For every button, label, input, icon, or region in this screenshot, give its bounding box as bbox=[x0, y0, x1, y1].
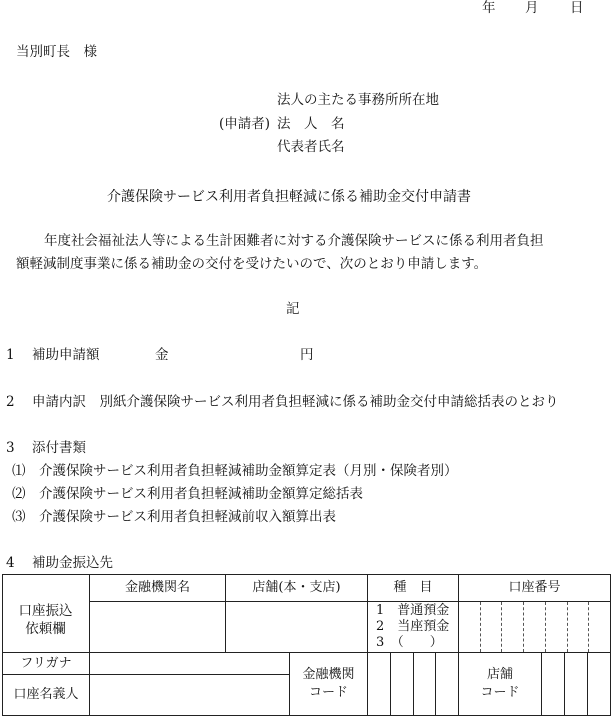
furigana-label: フリガナ bbox=[3, 653, 90, 675]
bank-code-label-line2: コード bbox=[308, 685, 348, 700]
applicant-prefix: (申請者) bbox=[219, 116, 271, 132]
account-holder-label: 口座名義人 bbox=[3, 675, 90, 716]
account-number-field[interactable] bbox=[459, 602, 611, 653]
ki-heading: 記 bbox=[286, 301, 300, 317]
bank-code-label-line1: 金融機関 bbox=[302, 667, 355, 683]
account-number-header: 口座番号 bbox=[459, 575, 611, 602]
account-holder-field[interactable] bbox=[90, 675, 290, 716]
document-title: 介護保険サービス利用者負担軽減に係る補助金交付申請書 bbox=[107, 189, 471, 205]
date-year-label: 年 bbox=[482, 0, 496, 16]
item2-number: 2 bbox=[6, 394, 15, 410]
body-line-1: 年度社会福祉法人等による生計困難者に対する介護保険サービスに係る利用者負担 bbox=[44, 233, 544, 249]
corp-name-label: 法 人 名 bbox=[277, 116, 345, 132]
item1-kin: 金 bbox=[155, 347, 169, 363]
branch-header: 店舗(本・支店) bbox=[226, 575, 368, 602]
account-type-option-3[interactable]: 3 （ ） bbox=[376, 635, 443, 651]
item2-text: 申請内訳 別紙介護保険サービス利用者負担軽減に係る補助金交付申請総括表のとおり bbox=[32, 394, 559, 410]
furigana-field[interactable] bbox=[90, 653, 290, 675]
attachment-3: ⑶ 介護保険サービス利用者負担軽減前収入額算出表 bbox=[12, 509, 336, 525]
office-location-label: 法人の主たる事務所所在地 bbox=[277, 92, 439, 108]
item3-label: 添付書類 bbox=[32, 440, 86, 456]
account-request-label bbox=[2, 602, 89, 638]
branch-name-field[interactable] bbox=[226, 602, 368, 653]
item4-number: 4 bbox=[6, 555, 15, 571]
item1-number: 1 bbox=[6, 347, 15, 363]
item1-label: 補助申請額 bbox=[32, 347, 100, 363]
bank-code-label bbox=[290, 653, 368, 716]
branch-code-cell bbox=[459, 653, 611, 716]
branch-code-label bbox=[459, 653, 542, 715]
addressee: 当別町長 様 bbox=[16, 44, 97, 60]
account-type-options[interactable] bbox=[368, 602, 459, 653]
branch-code-label-line1: 店舗 bbox=[486, 667, 513, 683]
body-line-2: 額軽減制度事業に係る補助金の交付を受けたいので、次のとおり申請します。 bbox=[16, 256, 488, 272]
branch-code-field[interactable] bbox=[542, 653, 610, 715]
account-type-header: 種 目 bbox=[368, 575, 459, 602]
account-type-option-2[interactable]: 2 当座預金 bbox=[376, 618, 450, 634]
representative-label: 代表者氏名 bbox=[277, 139, 345, 155]
item3-number: 3 bbox=[6, 440, 15, 456]
bank-name-header: 金融機関名 bbox=[90, 575, 226, 602]
account-request-label-line2: 依頼欄 bbox=[25, 621, 66, 638]
bank-name-field[interactable] bbox=[90, 602, 226, 653]
account-request-label-line1: 口座振込 bbox=[18, 603, 73, 619]
date-day-label: 日 bbox=[570, 0, 584, 16]
date-month-label: 月 bbox=[525, 0, 539, 16]
item4-label: 補助金振込先 bbox=[32, 555, 113, 571]
attachment-1: ⑴ 介護保険サービス利用者負担軽減補助金額算定表（月別・保険者別） bbox=[12, 463, 458, 479]
attachment-2: ⑵ 介護保険サービス利用者負担軽減補助金額算定総括表 bbox=[12, 486, 363, 502]
item1-yen: 円 bbox=[300, 347, 314, 363]
account-type-option-1[interactable]: 1 普通預金 bbox=[376, 602, 450, 618]
bank-code-field[interactable] bbox=[368, 653, 459, 716]
bank-transfer-table bbox=[2, 574, 611, 716]
branch-code-label-line2: コード bbox=[480, 685, 520, 700]
